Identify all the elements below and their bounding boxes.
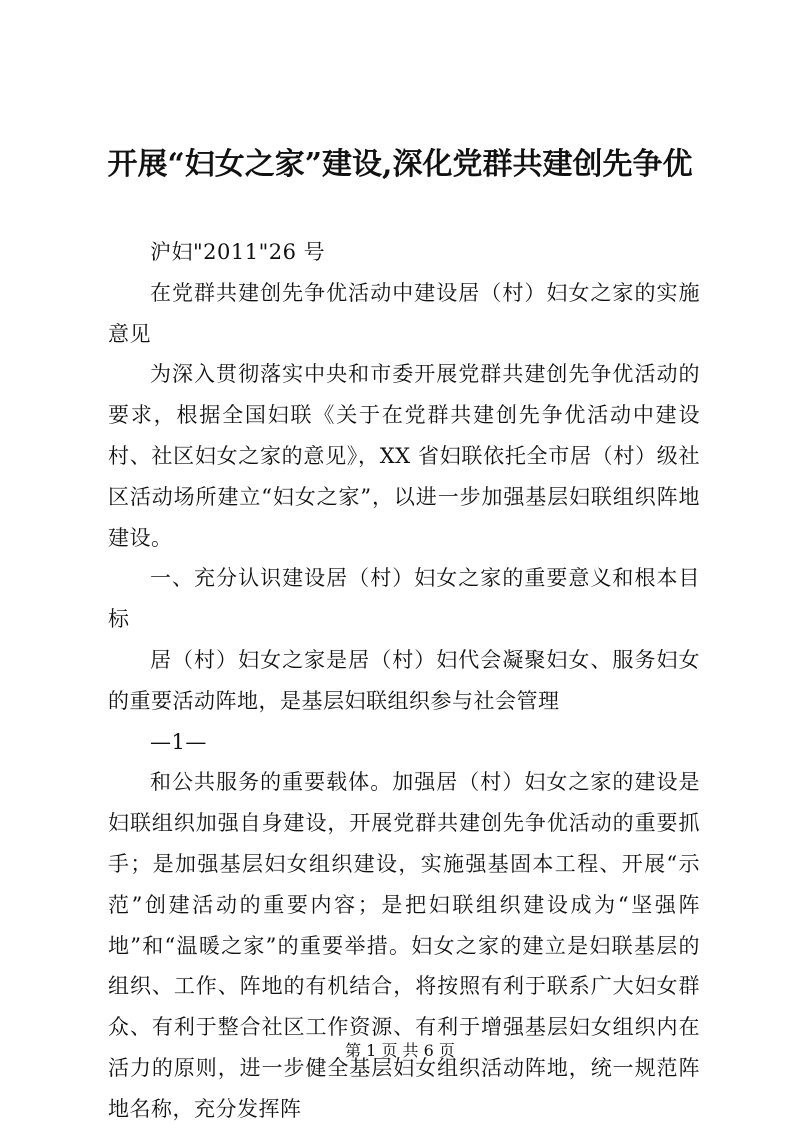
body-paragraph: 居（村）妇女之家是居（村）妇代会凝聚妇女、服务妇女的重要活动阵地，是基层妇联组织参与社会管理	[108, 647, 700, 713]
section-heading: 一、充分认识建设居（村）妇女之家的重要意义和根本目标	[108, 566, 700, 632]
page-footer: 第 1 页 共 6 页	[345, 1041, 455, 1060]
document-body	[108, 232, 700, 1130]
document-number: 沪妇"2011"26 号	[150, 240, 326, 264]
inline-page-number: —1—	[150, 729, 207, 754]
document-subtitle: 在党群共建创先争优活动中建设居（村）妇女之家的实施意见	[108, 280, 700, 346]
body-paragraph: 为深入贯彻落实中央和市委开展党群共建创先争优活动的要求，根据全国妇联《关于在党群共建创先争优活动中建设村、社区妇女之家的意见》，XX 省妇联依托全市居（村）级社区活动场所建立“妇女之家”，以进一步加强基层妇联组织阵地建设。	[108, 362, 700, 550]
document-title: 开展“妇女之家”建设,深化党群共建创先争优	[107, 147, 693, 182]
body-paragraph: 和公共服务的重要载体。加强居（村）妇女之家的建设是妇联组织加强自身建设，开展党群共建创先争优活动的重要抓手；是加强基层妇女组织建设，实施强基固本工程、开展“示范”创建活动的重要内容；是把妇联组织建设成为“坚强阵地”和“温暖之家”的重要举措。妇女之家的建立是妇联基层的组织、工作、阵地的有机结合，将按照有利于联系广大妇女群众、有利于整合社区工作资源、有利于增强基层妇女组织内在活力的原则，进一步健全基层妇女组织活动阵地，统一规范阵地名称，充分发挥阵	[108, 770, 700, 1121]
